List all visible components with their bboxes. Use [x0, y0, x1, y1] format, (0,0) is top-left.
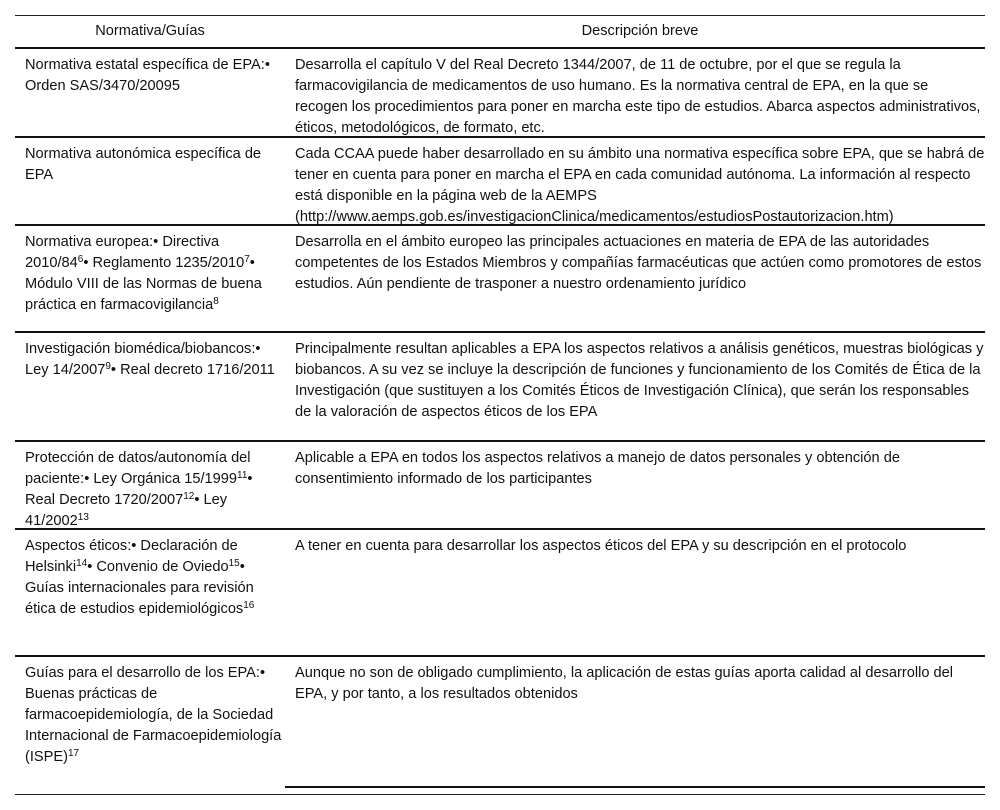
- table-header: [15, 16, 985, 49]
- table-row: [15, 226, 985, 333]
- regulation-text: • Guías internacionales para revisión ética de estudios epidemiológicos: [25, 559, 254, 617]
- regulation-cell: [15, 144, 285, 224]
- regulation-text: Investigación biomédica/biobancos:• Ley 14/2007: [25, 341, 261, 378]
- reference-superscript: 9: [105, 361, 111, 372]
- regulation-text: Aspectos éticos:• Declaración de Helsinki: [25, 538, 238, 575]
- regulation-text: Normativa autonómica específica de EPA: [25, 146, 262, 183]
- row-divider: [285, 786, 985, 788]
- regulation-text: Normativa estatal específica de EPA:• Orden SAS/3470/20095: [25, 57, 270, 94]
- table-row: [15, 138, 985, 226]
- regulation-text: • Real Decreto 1720/2007: [25, 471, 253, 508]
- reference-superscript: 17: [67, 748, 80, 759]
- table-row: [15, 49, 985, 138]
- table-row: [15, 442, 985, 530]
- reference-superscript: 11: [237, 470, 248, 481]
- table-row: [15, 530, 985, 657]
- reference-superscript: 8: [213, 296, 219, 307]
- description-cell: Desarrolla el capítulo V del Real Decreto 1344/2007, de 11 de octubre, por el que se regula la farmacovigilancia de medicamentos de uso humano. Es la normativa central de EPA, en la que se recogen los procedimientos para poner en marcha este tipo de estudios. Abarca aspectos administrativos, éticos, metodológicos, de formato, etc.: [295, 57, 981, 136]
- regulation-text: Protección de datos/autonomía del paciente:• Ley Orgánica 15/1999: [25, 450, 251, 487]
- reference-superscript: 12: [183, 491, 195, 502]
- regulation-text: • Ley 41/2002: [25, 492, 228, 529]
- reference-superscript: 16: [243, 600, 255, 611]
- regulation-text: • Convenio de Oviedo: [87, 559, 229, 575]
- description-cell: Principalmente resultan aplicables a EPA los aspectos relativos a análisis genéticos, muestras biológicas y biobancos. A su vez se incluye la descripción de funciones y funcionamiento de los Comités de Ética de la Investigación (que sustituyen a los Comités Éticos de Investigación Clínica), que serán los responsables de la valoración de aspectos éticos de los EPA: [295, 341, 984, 420]
- table-row: [15, 333, 985, 442]
- reference-superscript: 15: [228, 558, 240, 569]
- regulation-cell: [15, 232, 285, 331]
- regulations-table: [15, 15, 985, 788]
- regulation-cell: [15, 55, 285, 136]
- header-descripcion: Descripción breve: [581, 23, 699, 39]
- description-cell: Desarrolla en el ámbito europeo las principales actuaciones en materia de EPA de las autoridades competentes de los Estados Miembros y compañías farmacéuticas que actúen como promotores de estos estudios. Aún pendiente de trasponer a nuestro ordenamiento jurídico: [295, 234, 982, 292]
- reference-superscript: 13: [77, 512, 89, 523]
- reference-superscript: 7: [244, 254, 250, 265]
- regulation-cell: [15, 536, 285, 655]
- reference-superscript: 14: [76, 558, 88, 569]
- regulation-text: Normativa europea:• Directiva 2010/84: [25, 234, 220, 271]
- header-normativa: Normativa/Guías: [95, 23, 205, 39]
- table-bottom-rule: [15, 794, 985, 795]
- regulation-text: • Módulo VIII de las Normas de buena práctica en farmacovigilancia: [25, 255, 262, 313]
- regulation-text: Guías para el desarrollo de los EPA:• Buenas prácticas de farmacoepidemiología, de la Sociedad Internacional de Farmacoepidemiología (ISPE): [25, 665, 282, 765]
- regulation-cell: [15, 448, 285, 528]
- regulation-cell: [15, 339, 285, 440]
- reference-superscript: 6: [77, 254, 84, 265]
- description-cell: Cada CCAA puede haber desarrollado en su ámbito una normativa específica sobre EPA, que se habrá de tener en cuenta para poner en marcha el EPA en cada comunidad autónoma. La información al respecto está disponible en la página web de la AEMPS (http://www.aemps.gob.es/investigacionClinica/medicamentos/estudiosPostautorizacion.htm): [295, 146, 985, 225]
- description-cell: Aunque no son de obligado cumplimiento, la aplicación de estas guías aporta calidad al desarrollo del EPA, y por tanto, a los resultados obtenidos: [295, 665, 953, 702]
- table-row: [15, 657, 985, 788]
- regulation-cell: [15, 663, 285, 788]
- regulation-text: • Real decreto 1716/2011: [110, 362, 275, 378]
- regulation-text: • Reglamento 1235/2010: [83, 255, 245, 271]
- description-cell: Aplicable a EPA en todos los aspectos relativos a manejo de datos personales y obtención de consentimiento informado de los participantes: [295, 450, 900, 487]
- description-cell: A tener en cuenta para desarrollar los aspectos éticos del EPA y su descripción en el protocolo: [295, 538, 907, 554]
